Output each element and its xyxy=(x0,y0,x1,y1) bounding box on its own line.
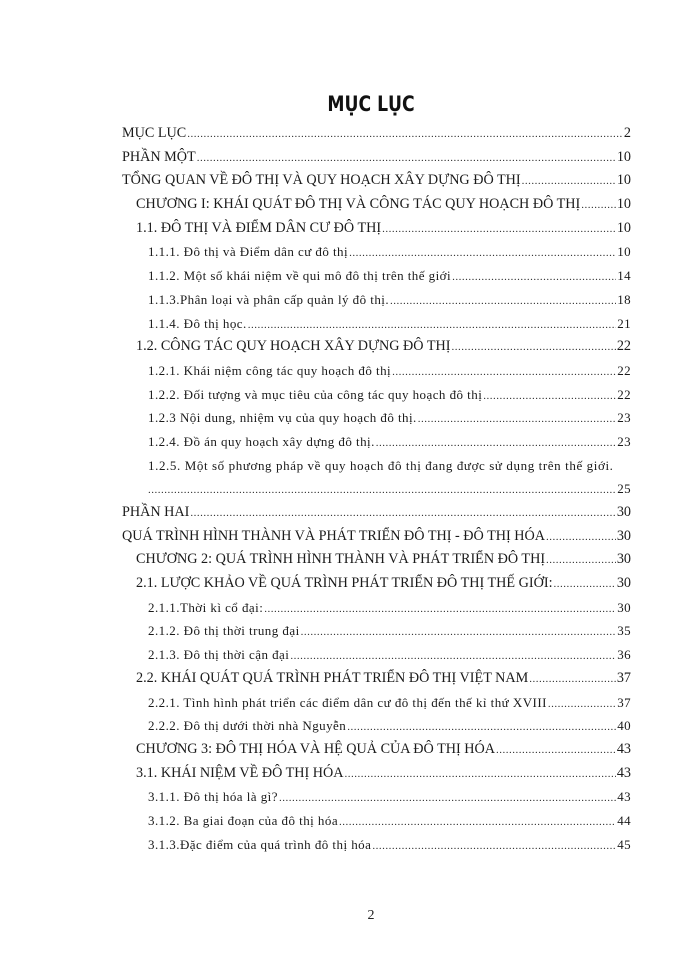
toc-entry-page-number: 14 xyxy=(617,268,631,284)
toc-entry-label: 2.1.2. Đô thị thời trung đại xyxy=(148,623,300,639)
toc-entry-page-number: 23 xyxy=(617,433,631,449)
toc-entry[interactable] xyxy=(148,596,631,620)
dot-leader xyxy=(522,170,616,194)
toc-entry[interactable] xyxy=(148,430,631,454)
toc-entry-label: 1.2.4. Đồ án quy hoạch xây dựng đô thị. xyxy=(148,433,375,449)
toc-entry-label: 2.2. KHÁI QUÁT QUÁ TRÌNH PHÁT TRIỂN ĐÔ THỊ VIỆT NAM xyxy=(136,669,529,686)
dot-leader xyxy=(554,573,616,597)
toc-entry[interactable] xyxy=(122,122,631,146)
toc-entry-page-number: 10 xyxy=(616,219,631,236)
toc-entry-label: 1.2.1. Khái niệm công tác quy hoạch đô thị xyxy=(148,362,392,378)
toc-entry[interactable] xyxy=(148,406,631,430)
toc-entry-page-number: 37 xyxy=(617,694,631,710)
toc-entry-page-number: 36 xyxy=(617,647,631,663)
toc-entry-page-number: 22 xyxy=(617,386,631,402)
toc-entry-page-number: 30 xyxy=(616,551,631,568)
toc-entry-label: 1.1.1. Đô thị và Điểm dân cư đô thị xyxy=(148,244,349,260)
toc-entry[interactable] xyxy=(136,762,631,786)
dot-leader xyxy=(392,361,616,385)
toc-entry[interactable] xyxy=(148,264,631,288)
toc-entry-page-number: 43 xyxy=(616,740,631,757)
toc-entry[interactable] xyxy=(148,809,631,833)
toc-entry-label: 2.1. LƯỢC KHẢO VỀ QUÁ TRÌNH PHÁT TRIỂN ĐÔ THỊ THẾ GIỚI: xyxy=(136,575,553,592)
table-of-contents xyxy=(0,122,700,856)
dot-leader xyxy=(301,621,617,645)
toc-entry[interactable] xyxy=(136,217,631,241)
toc-entry[interactable] xyxy=(136,548,631,572)
toc-entry-page-number: 23 xyxy=(617,410,631,426)
toc-entry-page-number: 25 xyxy=(617,481,631,497)
toc-entry[interactable] xyxy=(136,193,631,217)
toc-entry-page-number: 30 xyxy=(616,504,631,520)
toc-entry-label: 3.1.2. Ba giai đoạn của đô thị hóa xyxy=(148,812,339,828)
toc-entry-label: 1.1. ĐÔ THỊ VÀ ĐIỂM DÂN CƯ ĐÔ THỊ xyxy=(136,219,382,236)
toc-entry[interactable] xyxy=(122,169,631,193)
dot-leader xyxy=(339,811,616,835)
toc-entry-page-number: 22 xyxy=(617,362,631,378)
toc-entry-label: 2.1.1.Thời kì cổ đại: xyxy=(148,599,264,615)
toc-entry-page-number: 10 xyxy=(617,244,631,260)
toc-entry-label: TỔNG QUAN VỀ ĐÔ THỊ VÀ QUY HOẠCH XÂY DỰNG ĐÔ THỊ xyxy=(122,172,521,189)
toc-entry-page-number: 30 xyxy=(616,575,631,592)
toc-entry-label: 3.1. KHÁI NIỆM VỀ ĐÔ THỊ HÓA xyxy=(136,764,344,781)
toc-entry[interactable] xyxy=(148,691,631,715)
toc-entry-label: 2.2.1. Tình hình phát triển các điểm dân cư đô thị đến thế kỉ thứ XVIII xyxy=(148,694,547,710)
toc-entry-label: PHẦN HAI xyxy=(122,504,190,520)
footer-page-number: 2 xyxy=(367,908,375,923)
dot-leader xyxy=(390,290,616,314)
toc-entry-label: 1.1.2. Một số khái niệm về qui mô đô thị trên thế giới xyxy=(148,268,452,284)
toc-entry[interactable] xyxy=(148,454,631,501)
toc-entry-label: CHƯƠNG I: KHÁI QUÁT ĐÔ THỊ VÀ CÔNG TÁC QUY HOẠCH ĐÔ THỊ xyxy=(136,196,581,213)
toc-entry-page-number: 44 xyxy=(617,812,631,828)
dot-leader xyxy=(345,763,616,787)
dot-leader xyxy=(248,314,617,338)
dot-leader xyxy=(546,526,616,550)
toc-entry-label: 1.2.2. Đối tượng và mục tiêu của công tác quy hoạch đô thị xyxy=(148,386,483,402)
dot-leader xyxy=(546,549,616,573)
toc-entry-label: 2.1.3. Đô thị thời cận đại xyxy=(148,647,290,663)
dot-leader xyxy=(452,266,616,290)
toc-entry[interactable] xyxy=(148,714,631,738)
toc-entry[interactable] xyxy=(122,501,631,525)
toc-entry[interactable] xyxy=(136,667,631,691)
toc-entry-page-number: 18 xyxy=(617,291,631,307)
dot-leader xyxy=(548,693,616,717)
toc-entry-label: PHẦN MỘT xyxy=(122,148,196,165)
toc-entry[interactable] xyxy=(148,288,631,312)
dot-leader xyxy=(290,645,616,669)
toc-entry[interactable] xyxy=(148,643,631,667)
dot-leader xyxy=(347,716,616,740)
toc-entry[interactable] xyxy=(122,146,631,170)
toc-entry[interactable] xyxy=(148,240,631,264)
toc-entry-page-number: 2 xyxy=(623,125,631,141)
toc-entry-label: 1.1.3.Phân loại và phân cấp quản lý đô thị. xyxy=(148,291,390,307)
toc-entry-page-number: 35 xyxy=(617,623,631,639)
dot-leader xyxy=(483,385,616,409)
toc-entry-page-number: 30 xyxy=(617,599,631,615)
toc-entry-label: 1.1.4. Đô thị học. xyxy=(148,315,247,331)
toc-entry-label: 3.1.1. Đô thị hóa là gì? xyxy=(148,789,278,805)
toc-entry-label: 1.2.3 Nội dung, nhiệm vụ của quy hoạch đô thị. xyxy=(148,410,417,426)
toc-entry[interactable] xyxy=(136,572,631,596)
dot-leader xyxy=(148,479,616,503)
toc-entry-page-number: 21 xyxy=(617,315,631,331)
toc-entry-page-number: 10 xyxy=(616,196,631,213)
toc-entry[interactable] xyxy=(136,335,631,359)
toc-entry[interactable] xyxy=(148,833,631,857)
dot-leader xyxy=(187,123,623,147)
toc-entry-label: 1.2.5. Một số phương pháp về quy hoạch đô thị đang được sử dụng trên thế giới. xyxy=(148,457,614,473)
toc-entry-page-number: 43 xyxy=(616,764,631,781)
dot-leader xyxy=(349,242,616,266)
dot-leader xyxy=(376,432,617,456)
toc-entry-label: 3.1.3.Đặc điểm của quá trình đô thị hóa xyxy=(148,836,372,852)
dot-leader xyxy=(529,668,616,692)
dot-leader xyxy=(496,739,616,763)
dot-leader xyxy=(264,598,616,622)
toc-entry-page-number: 43 xyxy=(617,789,631,805)
toc-entry-page-number: 45 xyxy=(617,836,631,852)
dot-leader xyxy=(197,147,616,171)
toc-entry-label: QUÁ TRÌNH HÌNH THÀNH VÀ PHÁT TRIỂN ĐÔ THỊ - ĐÔ THỊ HÓA xyxy=(122,527,545,544)
dot-leader xyxy=(382,218,616,242)
toc-entry-page-number: 30 xyxy=(616,527,631,544)
toc-entry-page-number: 10 xyxy=(616,148,631,165)
dot-leader xyxy=(190,502,615,526)
dot-leader xyxy=(451,336,615,360)
toc-entry-label: CHƯƠNG 3: ĐÔ THỊ HÓA VÀ HỆ QUẢ CỦA ĐÔ THỊ HÓA xyxy=(136,740,495,757)
dot-leader xyxy=(418,408,617,432)
toc-entry[interactable] xyxy=(148,359,631,383)
toc-entry[interactable] xyxy=(148,383,631,407)
toc-entry-label: CHƯƠNG 2: QUÁ TRÌNH HÌNH THÀNH VÀ PHÁT TRIỂN ĐÔ THỊ xyxy=(136,551,546,568)
toc-entry[interactable] xyxy=(148,619,631,643)
toc-entry-label: MỤC LỤC xyxy=(122,125,187,141)
toc-entry-page-number: 40 xyxy=(617,718,631,734)
dot-leader xyxy=(279,787,616,811)
toc-entry[interactable] xyxy=(136,738,631,762)
page-title: MỤC LỤC xyxy=(327,92,415,116)
toc-entry[interactable] xyxy=(148,785,631,809)
dot-leader xyxy=(372,835,616,859)
toc-entry-label: 1.2. CÔNG TÁC QUY HOẠCH XÂY DỰNG ĐÔ THỊ xyxy=(136,338,451,355)
toc-entry-page-number: 22 xyxy=(616,338,631,355)
toc-entry-page-number: 10 xyxy=(616,172,631,189)
toc-entry-label: 2.2.2. Đô thị dưới thời nhà Nguyễn xyxy=(148,718,347,734)
dot-leader xyxy=(581,194,616,218)
toc-entry-page-number: 37 xyxy=(616,669,631,686)
toc-entry[interactable] xyxy=(122,525,631,549)
toc-entry[interactable] xyxy=(148,312,631,336)
